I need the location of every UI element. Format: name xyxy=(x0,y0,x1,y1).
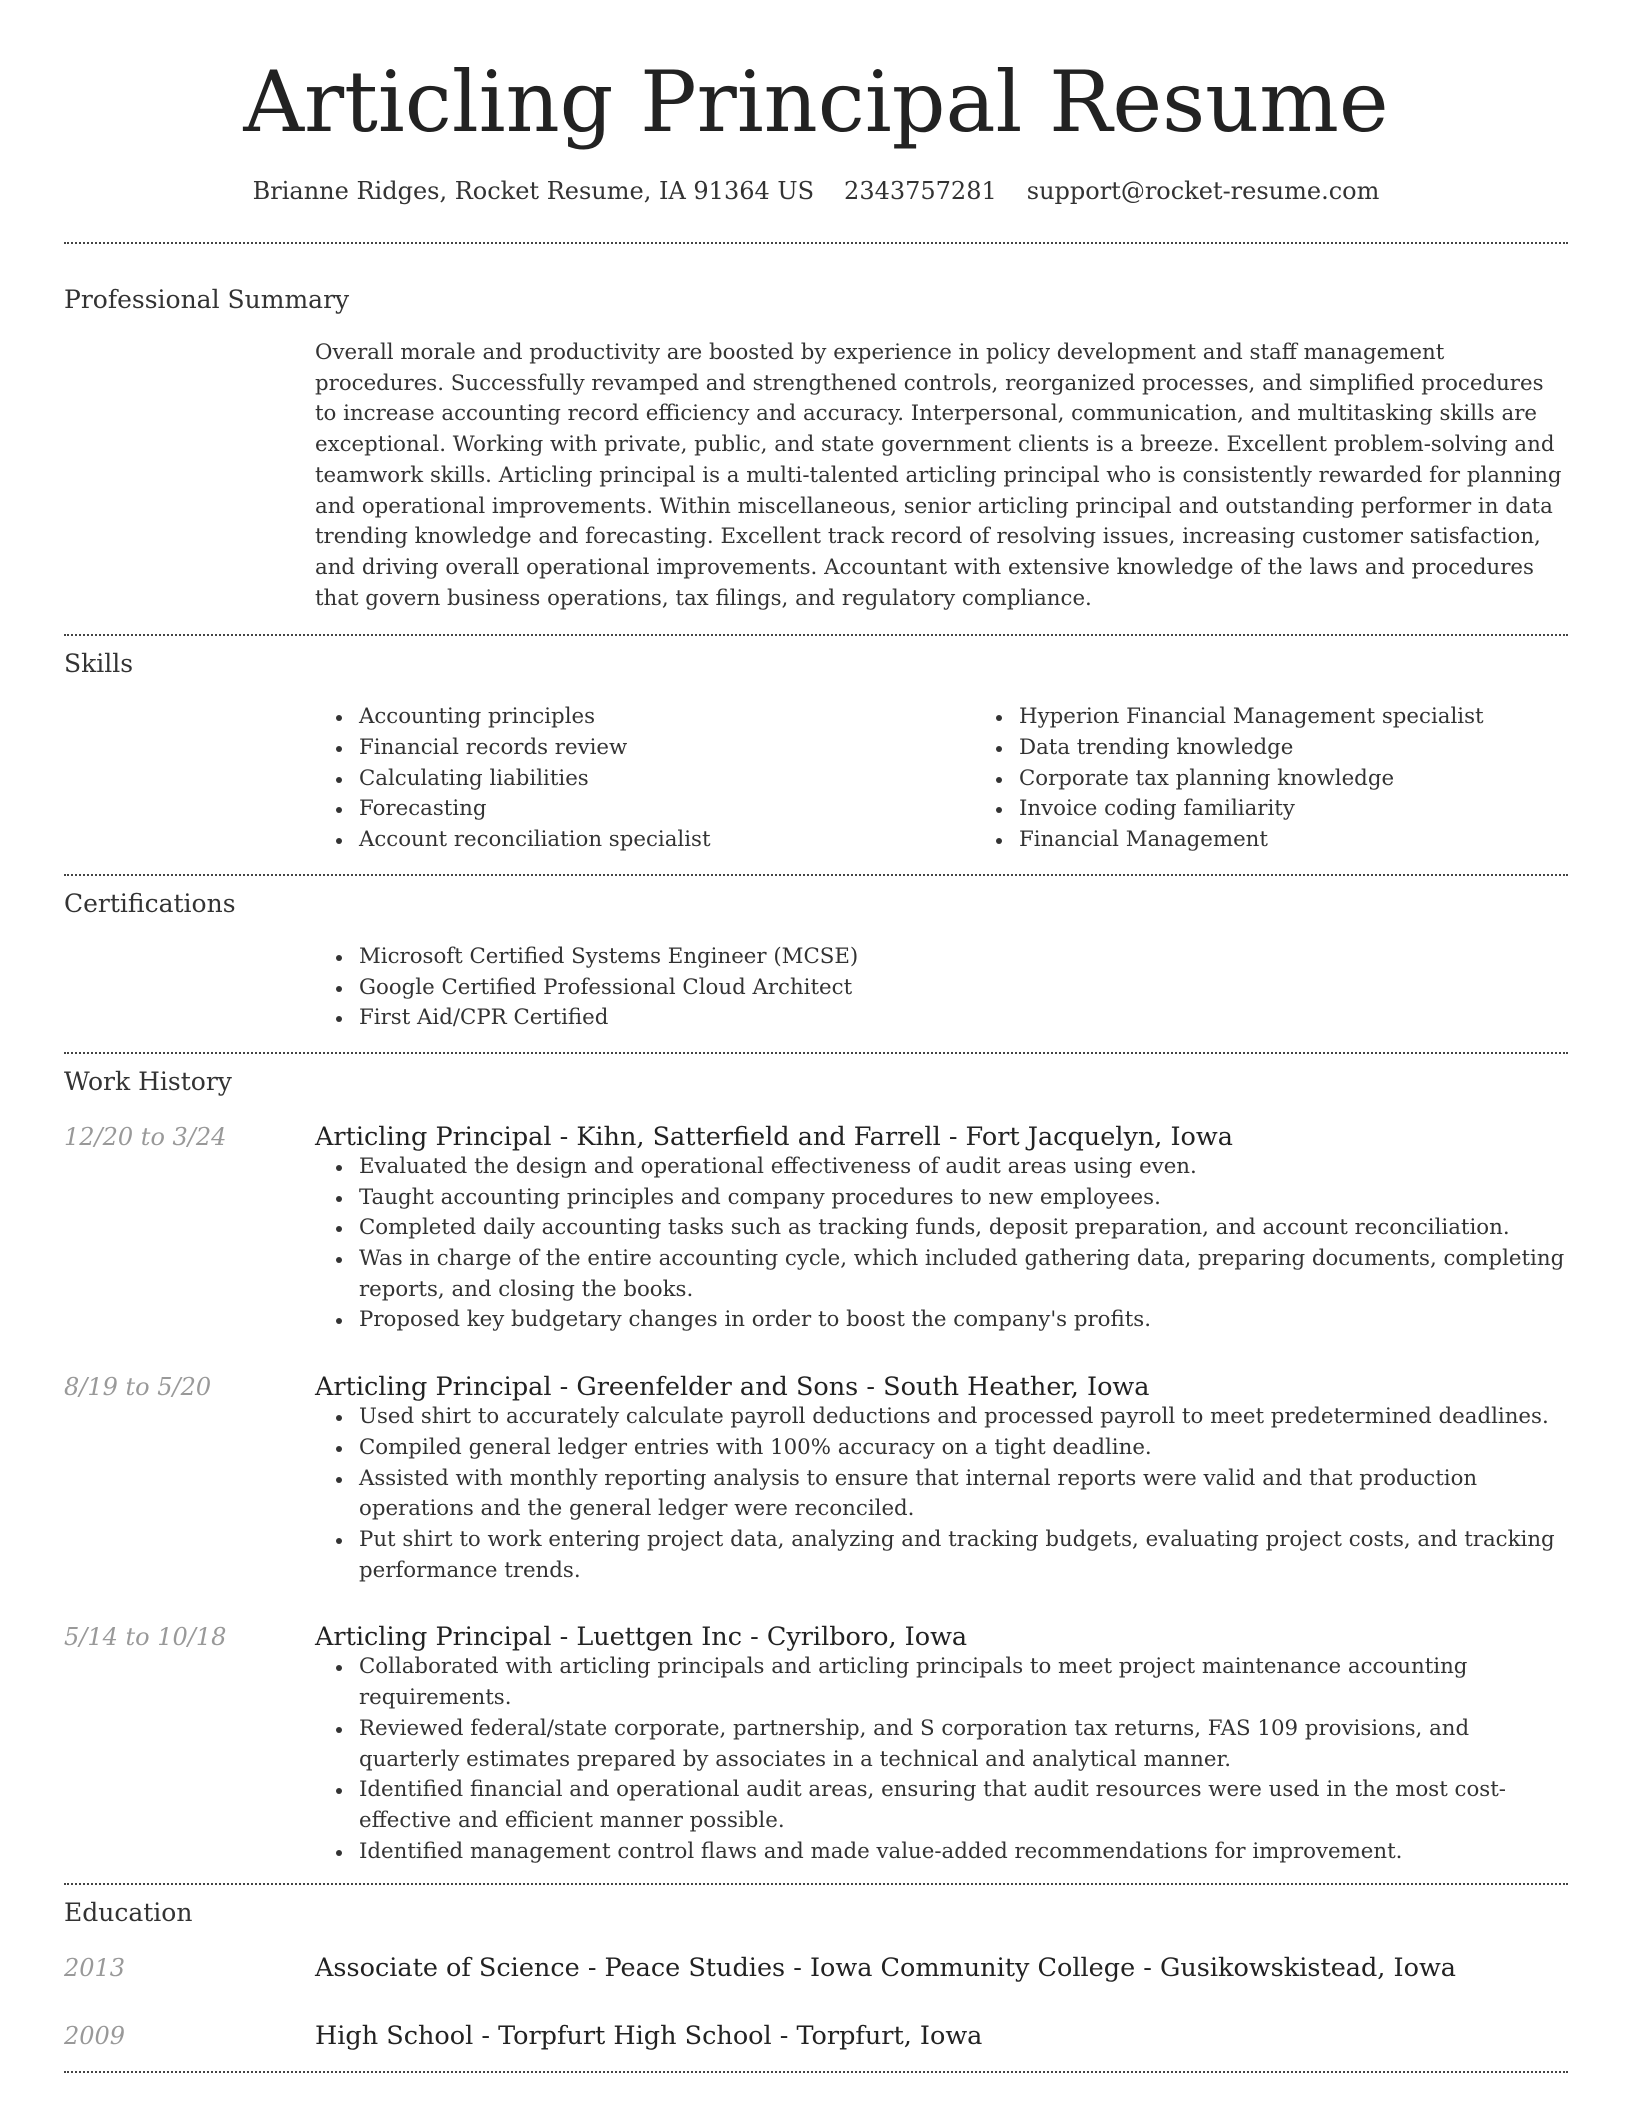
list-item: Completed daily accounting tasks such as tracking funds, deposit preparation, and account reconciliation. xyxy=(359,1213,1568,1244)
contact-address: Brianne Ridges, Rocket Resume, IA 91364 US xyxy=(252,177,815,205)
skills-list-left xyxy=(315,702,975,856)
summary-section xyxy=(64,244,1568,614)
job-entry xyxy=(64,1622,1568,1867)
certifications-heading: Certifications xyxy=(64,888,236,918)
list-item: Reviewed federal/state corporate, partnership, and S corporation tax returns, FAS 109 provisions, and quarterly estimates prepared by associates in a technical and analytical manner. xyxy=(359,1714,1568,1775)
list-item: Microsoft Certified Systems Engineer (MCSE) xyxy=(359,942,1568,973)
list-item: Invoice coding familiarity xyxy=(1019,794,1632,825)
job-dates: 12/20 to 3/24 xyxy=(64,1122,227,1151)
work-history-heading: Work History xyxy=(64,1066,232,1096)
list-item: Assisted with monthly reporting analysis to ensure that internal reports were valid and that production operations and the general ledger were reconciled. xyxy=(359,1464,1568,1525)
list-item: Financial Management xyxy=(1019,825,1632,856)
job-bullets xyxy=(315,1152,1568,1336)
education-entry xyxy=(64,2021,1568,2051)
certifications-section xyxy=(64,876,1568,1034)
education-year: 2013 xyxy=(64,1954,126,1983)
skills-section xyxy=(64,636,1568,856)
job-dates: 5/14 to 10/18 xyxy=(64,1623,227,1652)
list-item: Corporate tax planning knowledge xyxy=(1019,764,1632,795)
list-item: Taught accounting principles and company procedures to new employees. xyxy=(359,1183,1568,1214)
list-item: Account reconciliation specialist xyxy=(359,825,975,856)
job-title: Articling Principal - Luettgen Inc - Cyrilboro, Iowa xyxy=(315,1622,968,1653)
list-item: Accounting principles xyxy=(359,702,975,733)
resume-header xyxy=(64,0,1568,206)
list-item: Identified financial and operational audit areas, ensuring that audit resources were used in the most cost-effective and efficient manner possible. xyxy=(359,1775,1568,1836)
job-bullets xyxy=(315,1652,1568,1867)
skills-heading: Skills xyxy=(64,649,134,679)
education-degree: Associate of Science - Peace Studies - Iowa Community College - Gusikowskistead, Iowa xyxy=(315,1953,1456,1984)
list-item: Compiled general ledger entries with 100% accuracy on a tight deadline. xyxy=(359,1433,1568,1464)
work-history-section xyxy=(64,1054,1568,1867)
job-dates: 8/19 to 5/20 xyxy=(64,1373,212,1402)
section-divider xyxy=(64,2071,1568,2073)
list-item: Financial records review xyxy=(359,733,975,764)
job-bullets xyxy=(315,1402,1568,1586)
certifications-list xyxy=(315,942,1568,1034)
contact-email: support@rocket-resume.com xyxy=(1026,177,1380,205)
contact-line xyxy=(64,176,1568,206)
list-item: Proposed key budgetary changes in order to boost the company's profits. xyxy=(359,1305,1568,1336)
list-item: Hyperion Financial Management specialist xyxy=(1019,702,1632,733)
resume-title: Articling Principal Resume xyxy=(243,53,1389,151)
job-title: Articling Principal - Kihn, Satterfield and Farrell - Fort Jacquelyn, Iowa xyxy=(315,1121,1233,1152)
summary-heading: Professional Summary xyxy=(64,285,350,314)
skills-list-right xyxy=(975,702,1632,856)
education-degree: High School - Torpfurt High School - Torpfurt, Iowa xyxy=(315,2021,983,2052)
list-item: Identified management control flaws and made value-added recommendations for improvement. xyxy=(359,1837,1568,1868)
list-item: Put shirt to work entering project data, analyzing and tracking budgets, evaluating project costs, and tracking performance trends. xyxy=(359,1525,1568,1586)
contact-phone: 2343757281 xyxy=(844,177,997,205)
job-entry xyxy=(64,1122,1568,1336)
list-item: Data trending knowledge xyxy=(1019,733,1632,764)
list-item: Google Certified Professional Cloud Architect xyxy=(359,973,1568,1004)
list-item: Forecasting xyxy=(359,794,975,825)
education-section xyxy=(64,1885,1568,2051)
education-heading: Education xyxy=(64,1898,193,1928)
list-item: Calculating liabilities xyxy=(359,764,975,795)
summary-text: Overall morale and productivity are boosted by experience in policy development and staff management procedures. Successfully revamped and strengthened controls, reorganized processes, and simplified procedures to increase accounting record efficiency and accuracy. Interpersonal, communication, and multitasking skills are exceptional. Working with private, public, and state government clients is a breeze. Excellent problem-solving and teamwork skills. Articling principal is a multi-talented articling principal who is consistently rewarded for planning and operational improvements. Within miscellaneous, senior articling principal and outstanding performer in data trending knowledge and forecasting. Excellent track record of resolving issues, increasing customer satisfaction, and driving overall operational improvements. Accountant with extensive knowledge of the laws and procedures that govern business operations, tax filings, and regulatory compliance. xyxy=(315,340,1562,611)
education-year: 2009 xyxy=(64,2022,126,2051)
education-entry xyxy=(64,1953,1568,1983)
list-item: Was in charge of the entire accounting cycle, which included gathering data, preparing documents, completing reports, and closing the books. xyxy=(359,1244,1568,1305)
list-item: Used shirt to accurately calculate payroll deductions and processed payroll to meet predetermined deadlines. xyxy=(359,1402,1568,1433)
list-item: First Aid/CPR Certified xyxy=(359,1003,1568,1034)
list-item: Evaluated the design and operational effectiveness of audit areas using even. xyxy=(359,1152,1568,1183)
list-item: Collaborated with articling principals and articling principals to meet project maintenance accounting requirements. xyxy=(359,1652,1568,1713)
job-entry xyxy=(64,1372,1568,1586)
job-title: Articling Principal - Greenfelder and Sons - South Heather, Iowa xyxy=(315,1372,1150,1403)
